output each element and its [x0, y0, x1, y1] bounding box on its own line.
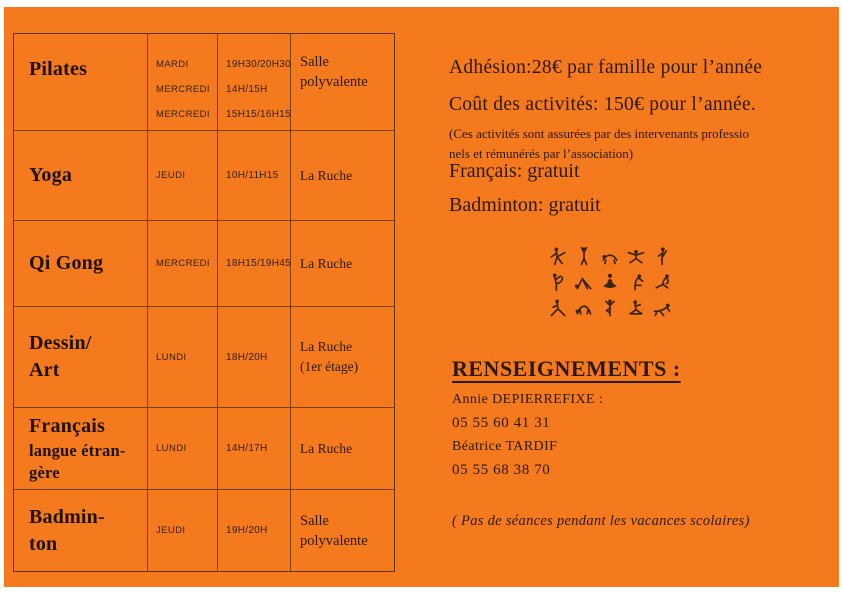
day-label: JEUDI — [156, 170, 186, 181]
location-label: La Ruche — [300, 167, 353, 183]
yoga-pose-icon-lotus-meditation — [597, 269, 623, 295]
yoga-pose-icon-king-pigeon — [649, 269, 675, 295]
activity-name: langue étran- — [29, 441, 126, 460]
francais-free-line: Français: gratuit — [449, 160, 580, 182]
yoga-pose-icon-wheel — [571, 295, 597, 321]
day-label: MARDI — [156, 59, 189, 70]
activity-name: Badmin- — [29, 505, 105, 528]
time-label: 10H/11H15 — [226, 170, 279, 181]
day-label: MERCREDI — [156, 109, 210, 120]
yoga-pose-icon-seated-twist — [623, 295, 649, 321]
location-cell — [291, 34, 394, 131]
activity-name: Qi Gong — [29, 252, 104, 274]
contact-phone: 05 55 68 38 70 — [452, 462, 551, 478]
day-cell — [148, 131, 218, 221]
day-cell — [148, 34, 218, 131]
activity-cost-line: Coût des activités: 150€ pour l’année. — [449, 94, 757, 115]
yoga-pose-icon-splits — [545, 295, 571, 321]
location-label: La Ruche — [300, 339, 353, 354]
activity-name-cell — [14, 490, 148, 571]
day-label: LUNDI — [156, 443, 187, 454]
location-label: (1er étage) — [300, 359, 359, 374]
contact-name: Annie DEPIERREFIXE : — [452, 392, 604, 407]
cost-note-line: nels et rémunérés par l’association) — [449, 146, 634, 161]
yoga-poses-grid — [545, 243, 675, 321]
day-cell — [148, 408, 218, 490]
yoga-pose-icon-standing-split — [545, 243, 571, 269]
time-cell — [218, 490, 291, 571]
activity-name-cell — [14, 34, 148, 131]
time-label: 15H15/16H15 — [226, 109, 292, 120]
time-label: 14H/17H — [226, 443, 268, 454]
location-label: La Ruche — [300, 255, 353, 271]
activity-name-cell — [14, 408, 148, 490]
activity-name: ton — [29, 532, 58, 555]
day-label: JEUDI — [156, 525, 186, 536]
activity-name-cell — [14, 307, 148, 408]
location-label: Salle polyvalente — [300, 54, 368, 90]
activity-name-cell — [14, 131, 148, 221]
time-label: 14H/15H — [226, 84, 268, 95]
yoga-pose-icon-hands-up-stretch — [571, 243, 597, 269]
location-cell — [291, 490, 394, 571]
location-cell — [291, 221, 394, 307]
location-cell — [291, 307, 394, 408]
cost-note — [449, 124, 749, 164]
time-label: 18H15/19H45 — [226, 258, 292, 269]
time-cell — [218, 408, 291, 490]
yoga-pose-icon-downward-dog — [571, 269, 597, 295]
yoga-pose-icon-dancer — [545, 269, 571, 295]
activity-name: Yoga — [29, 164, 73, 186]
time-cell — [218, 131, 291, 221]
location-label: Salle polyvalente — [300, 512, 368, 549]
time-label: 18H/20H — [226, 351, 268, 363]
activity-name: gère — [29, 463, 60, 482]
orange-flyer-sheet — [4, 7, 839, 587]
time-label: 19H/20H — [226, 525, 268, 536]
activity-name: Art — [29, 359, 60, 381]
time-cell — [218, 221, 291, 307]
vacation-note: ( Pas de séances pendant les vacances scolaires) — [452, 513, 750, 529]
yoga-pose-icon-leg-raise — [649, 243, 675, 269]
day-cell — [148, 307, 218, 408]
activity-name: Français — [29, 415, 106, 437]
contact-phone: 05 55 60 41 31 — [452, 415, 551, 431]
cost-note-line: (Ces activités sont assurées par des intervenants professio — [449, 126, 750, 141]
activity-name: Dessin/ — [29, 332, 92, 354]
yoga-pose-icon-side-stretch — [649, 295, 675, 321]
day-label: MERCREDI — [156, 84, 210, 95]
activity-name-cell — [14, 221, 148, 307]
day-label: LUNDI — [156, 351, 187, 363]
yoga-pose-icon-firefly — [623, 243, 649, 269]
time-cell — [218, 307, 291, 408]
contact-name: Béatrice TARDIF — [452, 439, 558, 454]
renseignements-title: RENSEIGNEMENTS : — [452, 356, 681, 381]
location-cell — [291, 131, 394, 221]
yoga-pose-icon-bow — [597, 243, 623, 269]
yoga-pose-icon-tree — [597, 295, 623, 321]
location-label: La Ruche — [300, 440, 353, 456]
time-cell — [218, 34, 291, 131]
badminton-free-line: Badminton: gratuit — [449, 194, 601, 216]
day-cell — [148, 221, 218, 307]
day-cell — [148, 490, 218, 571]
day-label: MERCREDI — [156, 258, 210, 269]
location-cell — [291, 408, 394, 490]
activity-name: Pilates — [29, 58, 88, 80]
activities-table — [13, 33, 395, 572]
yoga-pose-icon-camel — [623, 269, 649, 295]
adhesion-fee-line: Adhésion:28€ par famille pour l’année — [449, 57, 763, 78]
time-label: 19H30/20H30 — [226, 59, 292, 70]
